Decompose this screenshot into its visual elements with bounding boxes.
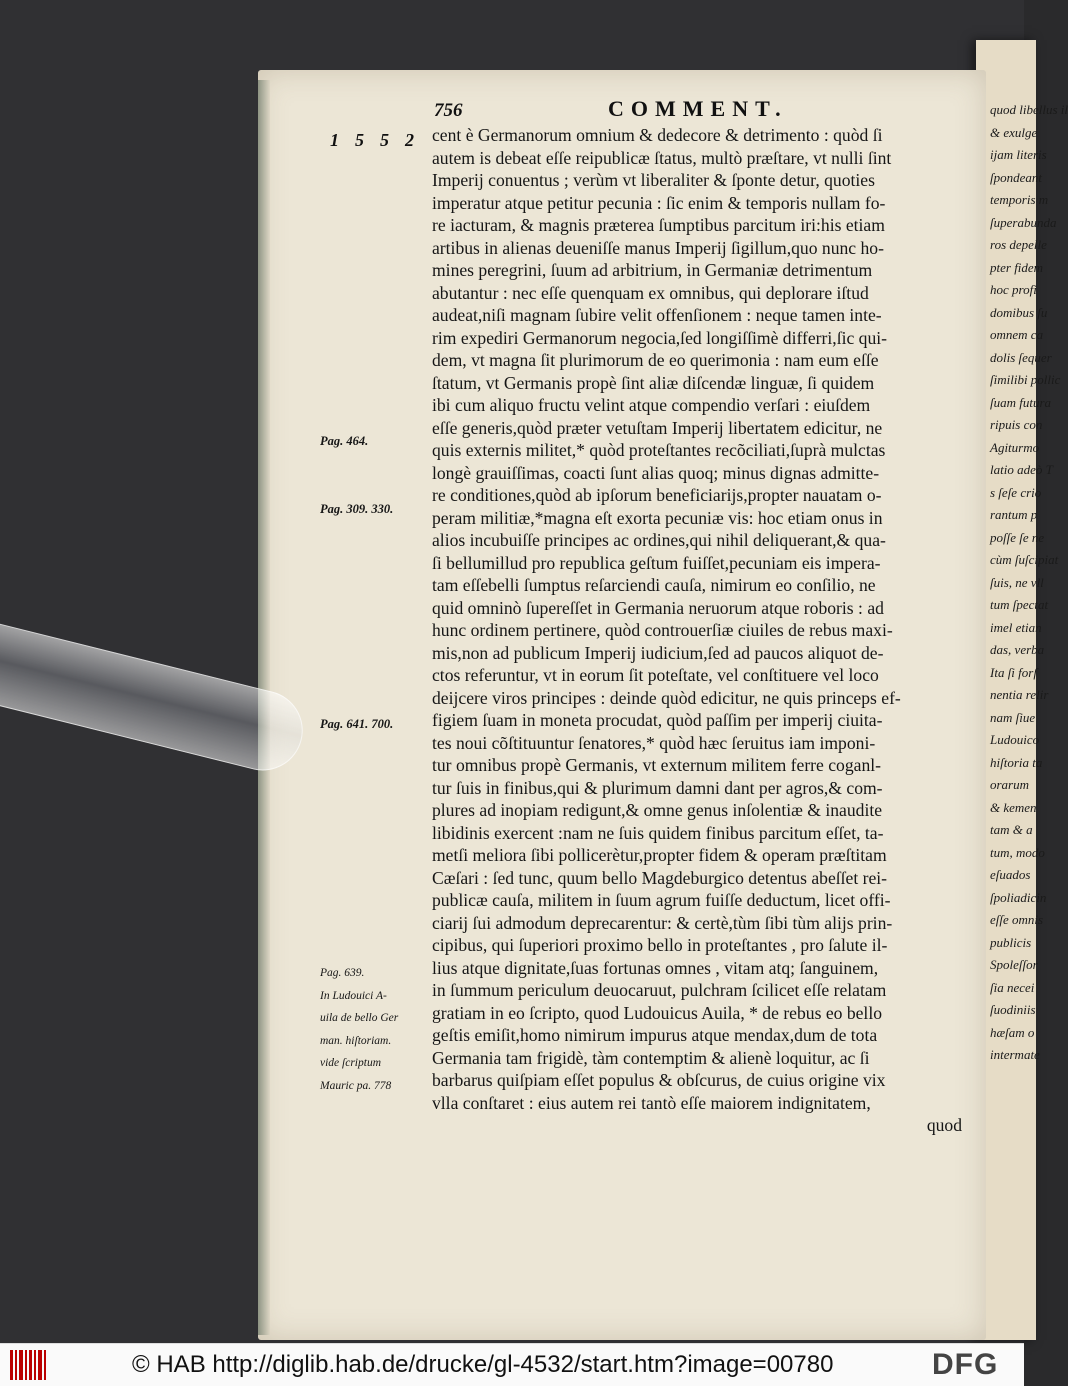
text-line: Imperij conuentus ; verùm vt liberaliter & ſponte detur, quoties	[432, 170, 875, 190]
facing-page-fragment: tum ſpectat	[990, 597, 1049, 612]
facing-page-fragment: das, verba	[990, 642, 1045, 657]
text-line: re conditiones,quòd ab ipſorum beneficiarijs,propter nauatam o-	[432, 485, 882, 505]
text-line: autem is debeat eſſe reipublicæ ſtatus, multò præſtare, vt nulli ſint	[432, 147, 892, 168]
text-line: deijcere viros principes : deinde quòd edicitur, ne quis princeps ef-	[432, 687, 901, 708]
facing-page-fragment: ijam literis	[990, 147, 1047, 162]
facing-page-fragment: Ita ſi forſ	[990, 664, 1037, 680]
facing-page-fragment: tam & a	[990, 822, 1033, 837]
text-line: tur ſuis in finibus,qui & plurimum damni dant per agros,& com-	[432, 777, 883, 798]
facing-page-fragment: dolis ſequer	[990, 349, 1052, 365]
text-line: Cæſari : ſed tunc, quum bello Magdeburgico detentus abeſſet rei-	[432, 867, 888, 888]
facing-page-fragment: ſuodiniis	[990, 1002, 1036, 1017]
text-line: plures ad inopiam redigunt,& omne genus inſolentiæ & inaudite	[432, 800, 883, 820]
facing-page-fragment: ſpondeant	[990, 169, 1042, 185]
text-line: re iacturam, & magnis præterea ſumptibus parcitum iri:his etiam	[432, 215, 885, 235]
facing-page-fragment: poſſe ſe ne	[990, 529, 1045, 545]
margin-note-line: Pag. 639.	[320, 967, 365, 979]
facing-page-fragment: quod libellus il	[990, 102, 1068, 117]
text-line: hunc ordinem pertinere, quòd controuerſiæ ciuiles de rebus maxi-	[432, 620, 893, 640]
text-line: mines peregrini, ſuum ad arbitrium, in Germaniæ detrimentum	[432, 260, 873, 280]
facing-page-fragment: ſuperabunda	[990, 214, 1057, 230]
text-line: audeat,niſi magnam ſubire velit offenſionem : neque tamen inte-	[432, 305, 882, 325]
facing-page-fragment: pter fidem	[990, 259, 1044, 275]
text-line: in ſummum periculum deuocaruut, pulchram ſcilicet eſſe relatam	[432, 980, 887, 1000]
facing-page-fragment: cùm ſuſcipiat	[990, 552, 1059, 567]
facing-page-fragment: hiſtoria ta	[990, 754, 1043, 770]
text-line: ciarij ſui admodum deprecarentur: & certè,tùm ſibi tùm alijs prin-	[432, 912, 893, 933]
text-line: tes noui cõſtituuntur ſenatores,* quòd hæc ſeruitus iam imponi-	[432, 732, 876, 753]
hab-barcode-icon	[10, 1350, 50, 1380]
body-text	[432, 124, 962, 1137]
margin-note: Pag. 464.	[320, 434, 369, 448]
facing-page-fragment: & kemen	[990, 799, 1037, 815]
facing-page-fragment: rantum p	[990, 507, 1038, 522]
text-line: dem, vt magna ſit plurimorum de eo querimonia : nam eum eſſe	[432, 350, 879, 370]
text-line: geſtis emiſit,homo nimirum impurus atque mendax,dum de tota	[432, 1025, 878, 1045]
text-line: tur omnibus propè Germanis, vt externum militem ferre coganl-	[432, 755, 882, 775]
facing-page-fragment: ſuis, ne vll	[990, 574, 1044, 590]
facing-page-fragment: orarum	[990, 777, 1030, 792]
text-line: longè grauiſſimas, coacti ſunt alias quoq; minus dignas admitte-	[432, 462, 880, 483]
text-line: Germania tam frigidè, tàm contemptim & alienè loquitur, ac ſi	[432, 1047, 870, 1068]
text-line: ctos referuntur, vt in eorum ſit poteſtate, vel conſtituere vel loco	[432, 665, 879, 685]
facing-page-fragment: ſuam futura	[990, 394, 1052, 410]
facing-page-fragment: hæſam o	[990, 1024, 1035, 1040]
text-line: peram militiæ,*magna eſt exorta pecuniæ vis: hoc etiam onus in	[432, 507, 883, 528]
facing-page-fragment: eſuados	[990, 867, 1031, 882]
running-header	[434, 92, 954, 122]
text-line: ibi cum aliquo fructu velint atque compendio verſari : eiuſdem	[432, 395, 871, 415]
text-line: ſtatum, vt Germanis propè ſint aliæ diſcendæ linguæ, ſi quidem	[432, 372, 875, 393]
text-line: barbarus quiſpiam eſſet populus & obſcurus, de cuius origine vix	[432, 1070, 886, 1090]
margin-note-line: In Ludouici A-	[320, 989, 387, 1002]
facing-page-fragment: ros depelle	[990, 237, 1047, 252]
margin-note: Pag. 309. 330.	[320, 502, 394, 516]
margin-note-multiline	[320, 962, 398, 1097]
facing-page-fragment: ripuis con	[990, 417, 1043, 432]
margin-note-line: Mauric pa. 778	[320, 1079, 392, 1092]
facing-page-fragment: intermate	[990, 1047, 1040, 1062]
text-line: rim expediri Germanorum negocia,ſed longiſſimè differri,ſic qui-	[432, 327, 888, 348]
margin-note-line: vide ſcriptum	[320, 1057, 381, 1069]
text-line: publicæ cauſa, militem in ſuum agrum fuiſſe deductum, licet offi-	[432, 890, 891, 910]
facing-page-fragment: nam ſiue	[990, 709, 1036, 725]
footer-bar	[0, 1343, 1024, 1386]
facing-page-fragment: ſpoliadicin	[990, 889, 1047, 905]
text-line: quid omninò ſupereſſet in Germania neruorum atque roboris : ad	[432, 597, 884, 618]
margin-note-line: man. hiſtoriam.	[320, 1034, 392, 1047]
dfg-logo: DFG	[932, 1348, 999, 1381]
credit-link[interactable]: © HAB http://diglib.hab.de/drucke/gl-4532/start.htm?image=00780	[132, 1351, 834, 1378]
year-marker: 1552	[330, 130, 430, 150]
facing-page-fragment: latio adeò T	[990, 462, 1053, 477]
facing-page-fragment: Agiturmo	[990, 439, 1040, 455]
facing-page-fragment: ſimilibi pollic	[990, 372, 1061, 387]
facing-page-fragment: ſia necei	[990, 979, 1035, 995]
text-line: tam eſſebelli ſumptus reſarciendi cauſa, nimirum eo conſilio, ne	[432, 575, 876, 595]
text-line: vlla conſtaret : eius autem rei tantò eſſe maiorem indignitatem,	[432, 1092, 871, 1113]
facing-page-fragment: nentia relir	[990, 687, 1049, 702]
facing-page-fragment: eſſe omnis	[990, 912, 1044, 927]
page-number: 756	[434, 100, 463, 121]
margin-note-line: uila de bello Ger	[320, 1012, 399, 1024]
text-line: ſi bellumillud pro republica geſtum fuiſſet,pecuniam eis impera-	[432, 552, 881, 573]
facing-page-fragment: & exulge	[990, 124, 1038, 140]
text-line: cent è Germanorum omnium & dedecore & detrimento : quòd ſi	[432, 125, 883, 145]
facing-page-fragment: tum, modo	[990, 844, 1045, 860]
text-line: quod	[926, 1115, 962, 1135]
text-line: mis,non ad publicum Imperij iudicium,ſed ad paucos aliquot de-	[432, 642, 884, 663]
text-line: quis externis militet,* quòd proteſtantes recõciliati,ſuprà mulctas	[432, 440, 886, 460]
text-line: figiem ſuam in moneta procudat, quòd paſſim per imperij ciuita-	[432, 710, 883, 730]
running-title: COMMENT.	[608, 96, 788, 121]
facing-page-fragment: Spoleſſor	[990, 957, 1038, 972]
text-line: cipibus, qui ſuperiori proximo bello in proteſtantes , pro ſalute il-	[432, 935, 888, 955]
text-line: gratiam in eo ſcripto, quod Ludouicus Auila, * de rebus eo bello	[432, 1002, 883, 1023]
facing-page-fragment: domibus ſu	[990, 304, 1048, 320]
facing-page-fragment: s ſeſe crio	[990, 484, 1042, 500]
text-line: eſſe generis,quòd præter vetuſtam Imperij libertatem edicitur, ne	[432, 417, 883, 438]
facing-page-fragment: omnem ca	[990, 327, 1044, 342]
facing-page-fragment: Ludouico	[990, 732, 1040, 747]
text-line: imperatur atque petitur pecunia : ſic enim & temporis nullam fo-	[432, 192, 886, 213]
text-line: metſi meliora ſibi pollicerètur,propter fidem & operam præſtitam	[432, 845, 887, 865]
text-line: lius atque dignitate,ſuas fortunas omnes , vitam atq; ſanguinem,	[432, 957, 879, 978]
text-line: alios incubuiſſe principes ac ordines,qui nihil deliquerant,& qua-	[432, 530, 886, 550]
text-line: artibus in alienas deueniſſe manus Imperij ſigillum,quo nunc ho-	[432, 237, 884, 258]
facing-page-fragment: imel etian	[990, 619, 1042, 635]
text-line: abutantur : nec eſſe quenquam ex omnibus, qui deplorare iſtud	[432, 282, 869, 303]
margin-note: Pag. 641. 700.	[320, 717, 394, 731]
facing-page-fragment: publicis	[990, 934, 1032, 950]
facing-page-fragment: hoc profi	[990, 282, 1037, 297]
facing-page-fragment: temporis m	[990, 192, 1049, 207]
text-line: libidinis exercent :nam ne ſuis quidem finibus parcitum eſſet, ta-	[432, 822, 884, 843]
